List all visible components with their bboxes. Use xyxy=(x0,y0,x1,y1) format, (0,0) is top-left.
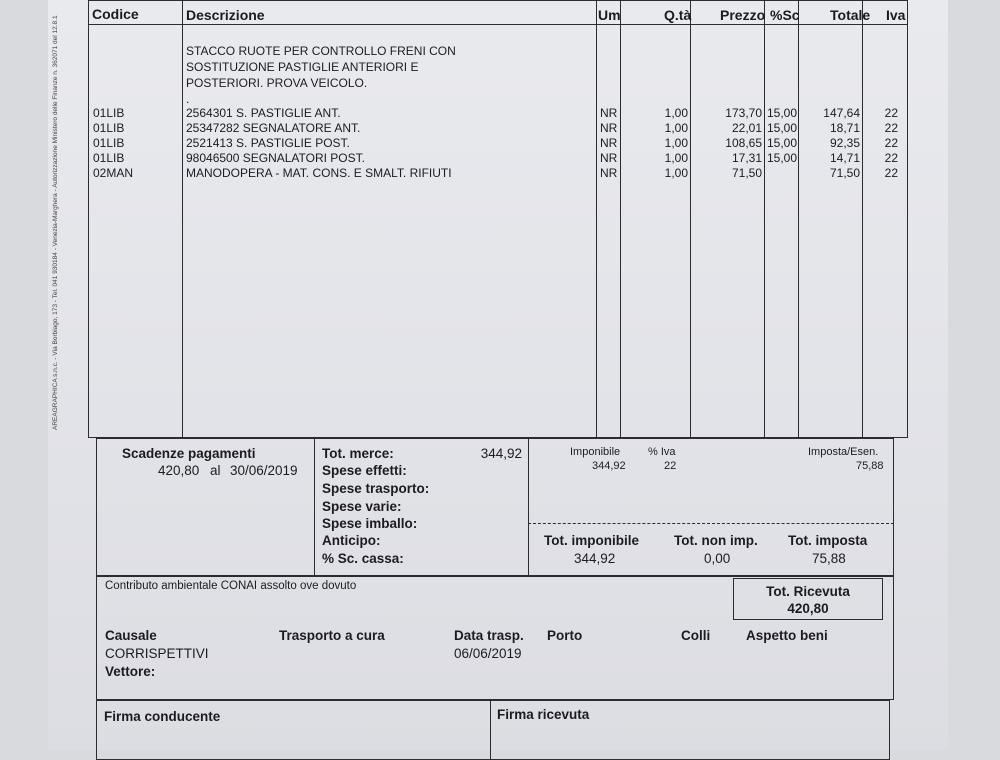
row-iva: 22 xyxy=(884,121,898,135)
tot-imposta-value: 75,88 xyxy=(812,551,846,566)
row-um: NR xyxy=(600,121,618,135)
row-descrizione: 98046500 SEGNALATORI POST. xyxy=(186,151,365,165)
row-descrizione: 25347282 SEGNALATORE ANT. xyxy=(186,121,361,135)
row-totale: 92,35 xyxy=(829,136,860,150)
tot-ricevuta-value: 420,80 xyxy=(787,601,829,616)
intro-line: SOSTITUZIONE PASTIGLIE ANTERIORI E xyxy=(186,60,419,74)
tot-non-imp-value: 0,00 xyxy=(704,551,731,566)
row-qta: 1,00 xyxy=(664,136,688,150)
imposta-label: Imposta/Esen. xyxy=(808,446,879,458)
row-sconto: 15,00 xyxy=(766,151,797,165)
row-iva: 22 xyxy=(884,166,898,180)
printer-imprint: AREAGRAPHICA s.n.c. - Via Borbiago, 173 - Tel. 041 930184 - Venezia-Marghera - Autorizzazione Ministero delle Finanze n. 362071 del 12.8.1 xyxy=(52,15,59,430)
iva-value: 22 xyxy=(664,460,677,472)
header-iva: Iva xyxy=(886,7,906,23)
header-codice: Codice xyxy=(92,6,139,22)
scadenze-amount: 420,80 xyxy=(158,463,200,478)
intro-line: STACCO RUOTE PER CONTROLLO FRENI CON xyxy=(186,44,456,58)
intro-dot: . xyxy=(186,92,190,106)
row-qta: 1,00 xyxy=(664,151,688,165)
row-qta: 1,00 xyxy=(664,106,688,120)
totals-label: Spese imballo: xyxy=(322,516,418,531)
row-totale: 71,50 xyxy=(829,166,860,180)
imponibile-value: 344,92 xyxy=(592,460,626,472)
row-prezzo: 108,65 xyxy=(725,136,762,150)
scadenze-date: 30/06/2019 xyxy=(230,463,298,478)
totals-label: Anticipo: xyxy=(322,533,381,548)
conai-note: Contributo ambientale CONAI assolto ove dovuto xyxy=(105,580,357,592)
aspetto-label: Aspetto beni xyxy=(746,628,828,643)
header-um: Um xyxy=(598,7,621,23)
totals-label: Tot. merce: xyxy=(322,446,394,461)
tot-imponibile-value: 344,92 xyxy=(574,551,616,566)
header-totale: Totale xyxy=(830,7,871,23)
row-descrizione: 2564301 S. PASTIGLIE ANT. xyxy=(186,106,341,120)
header-descrizione: Descrizione xyxy=(186,7,265,23)
imponibile-label: Imponibile xyxy=(570,446,621,458)
iva-label: % Iva xyxy=(648,446,676,458)
scadenze-label: Scadenze pagamenti xyxy=(122,446,256,461)
row-codice: 02MAN xyxy=(93,166,134,180)
row-um: NR xyxy=(600,106,618,120)
totals-label: Spese varie: xyxy=(322,499,402,514)
row-codice: 01LIB xyxy=(93,136,125,150)
causale-label: Causale xyxy=(105,628,157,643)
colli-label: Colli xyxy=(681,628,711,643)
imposta-value: 75,88 xyxy=(856,460,884,472)
row-descrizione: MANODOPERA - MAT. CONS. E SMALT. RIFIUTI xyxy=(186,166,452,180)
row-iva: 22 xyxy=(884,136,898,150)
row-prezzo: 173,70 xyxy=(725,106,762,120)
row-totale: 14,71 xyxy=(829,151,860,165)
row-um: NR xyxy=(600,151,618,165)
totals-label: Spese effetti: xyxy=(322,463,407,478)
row-sconto: 15,00 xyxy=(766,106,797,120)
data-trasp-value: 06/06/2019 xyxy=(454,646,522,661)
tot-merce-value: 344,92 xyxy=(480,446,522,461)
row-totale: 18,71 xyxy=(829,121,860,135)
trasporto-label: Trasporto a cura xyxy=(279,628,385,643)
causale-value: CORRISPETTIVI xyxy=(105,646,209,661)
row-qta: 1,00 xyxy=(664,121,688,135)
firma-ricevuta-label: Firma ricevuta xyxy=(497,707,590,722)
row-iva: 22 xyxy=(884,106,898,120)
totals-label: Spese trasporto: xyxy=(322,481,430,496)
row-um: NR xyxy=(600,166,618,180)
row-prezzo: 71,50 xyxy=(731,166,762,180)
row-sconto: 15,00 xyxy=(766,121,797,135)
row-um: NR xyxy=(600,136,618,150)
row-codice: 01LIB xyxy=(93,106,125,120)
totals-label: % Sc. cassa: xyxy=(322,551,404,566)
porto-label: Porto xyxy=(547,628,583,643)
header-qta: Q.tà xyxy=(664,7,692,23)
data-trasp-label: Data trasp. xyxy=(454,628,524,643)
vettore-label: Vettore: xyxy=(105,664,156,679)
intro-line: POSTERIORI. PROVA VEICOLO. xyxy=(186,76,368,90)
tot-imponibile-label: Tot. imponibile xyxy=(544,533,639,548)
row-sconto: 15,00 xyxy=(766,136,797,150)
row-totale: 147,64 xyxy=(823,106,860,120)
row-codice: 01LIB xyxy=(93,151,125,165)
scadenze-al: al xyxy=(210,463,221,478)
row-codice: 01LIB xyxy=(93,121,125,135)
row-descrizione: 2521413 S. PASTIGLIE POST. xyxy=(186,136,350,150)
row-iva: 22 xyxy=(884,151,898,165)
firma-conducente-label: Firma conducente xyxy=(104,709,221,724)
tot-ricevuta-label: Tot. Ricevuta xyxy=(766,584,850,599)
row-prezzo: 22,01 xyxy=(731,121,762,135)
header-prezzo: Prezzo xyxy=(720,7,766,23)
tot-imposta-label: Tot. imposta xyxy=(788,533,868,548)
row-qta: 1,00 xyxy=(664,166,688,180)
tot-non-imp-label: Tot. non imp. xyxy=(674,533,758,548)
header-sconto: %Sc xyxy=(770,7,800,23)
row-prezzo: 17,31 xyxy=(731,151,762,165)
